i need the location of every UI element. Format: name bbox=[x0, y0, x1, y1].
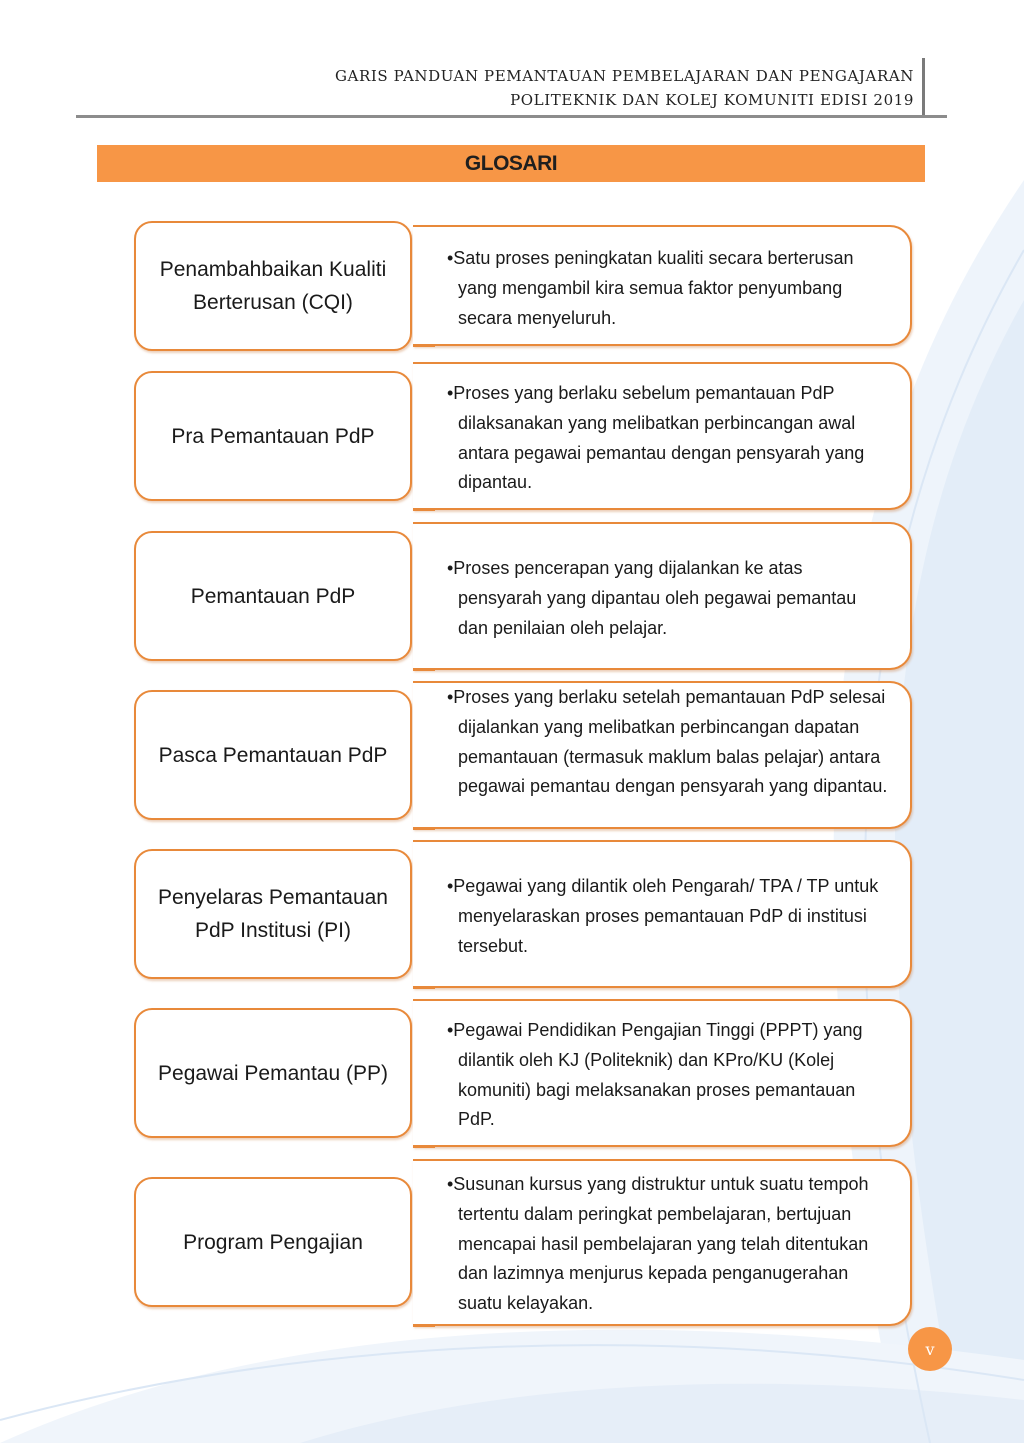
section-title: GLOSARI bbox=[97, 145, 925, 182]
glossary-definition-box bbox=[413, 999, 912, 1147]
glossary-definition: •Proses yang berlaku sebelum pemantauan PdP dilaksanakan yang melibatkan perbincangan awal antara pegawai pemantau dengan pensyarah yang dipantau. bbox=[447, 383, 865, 493]
glossary-definition: •Proses yang berlaku setelah pemantauan PdP selesai dijalankan yang melibatkan perbincangan dapatan pemantauan (termasuk maklum balas pelajar) antara pegawai pemantau dengan pensyarah yang dipantau. bbox=[447, 687, 888, 797]
glossary-definition-box bbox=[413, 225, 912, 346]
glossary-term: Pasca Pemantauan PdP bbox=[134, 690, 412, 820]
header-line-1: GARIS PANDUAN PEMANTAUAN PEMBELAJARAN DAN PENGAJARAN bbox=[334, 67, 914, 85]
glossary-definition: •Proses pencerapan yang dijalankan ke atas pensyarah yang dipantau oleh pegawai pemantau dan penilaian oleh pelajar. bbox=[447, 558, 857, 638]
page-number: v bbox=[908, 1327, 952, 1371]
glossary-definition-box bbox=[413, 681, 912, 829]
glossary-definition-box bbox=[413, 1159, 912, 1326]
glossary-definition-box bbox=[413, 840, 912, 988]
glossary-term: Pemantauan PdP bbox=[134, 531, 412, 661]
glossary-definition: •Susunan kursus yang distruktur untuk suatu tempoh tertentu dalam peringkat pembelajaran, bertujuan mencapai hasil pembelajaran yang telah ditentukan dan lazimnya menjurus kepada penganugerahan suatu kelayakan. bbox=[447, 1174, 869, 1314]
glossary-term: Penambahbaikan Kualiti Berterusan (CQI) bbox=[134, 221, 412, 351]
glossary-term: Penyelaras Pemantauan PdP Institusi (PI) bbox=[134, 849, 412, 979]
glossary-term: Pegawai Pemantau (PP) bbox=[134, 1008, 412, 1138]
glossary-term: Pra Pemantauan PdP bbox=[134, 371, 412, 501]
header-rule bbox=[76, 115, 947, 118]
glossary-definition: •Pegawai Pendidikan Pengajian Tinggi (PPPT) yang dilantik oleh KJ (Politeknik) dan KPro/KU (Kolej komuniti) bagi melaksanakan proses pemantauan PdP. bbox=[447, 1020, 863, 1130]
document-header bbox=[335, 64, 914, 112]
glossary-term: Program Pengajian bbox=[134, 1177, 412, 1307]
header-vertical-bar bbox=[922, 58, 925, 116]
glossary-definition-box bbox=[413, 522, 912, 670]
glossary-definition: •Satu proses peningkatan kualiti secara berterusan yang mengambil kira semua faktor penyumbang secara menyeluruh. bbox=[447, 248, 854, 328]
glossary-definition-box bbox=[413, 362, 912, 510]
header-line-2: POLITEKNIK DAN KOLEJ KOMUNITI EDISI 2019 bbox=[510, 91, 914, 109]
glossary-definition: •Pegawai yang dilantik oleh Pengarah/ TPA / TP untuk menyelaraskan proses pemantauan PdP di institusi tersebut. bbox=[447, 876, 879, 956]
